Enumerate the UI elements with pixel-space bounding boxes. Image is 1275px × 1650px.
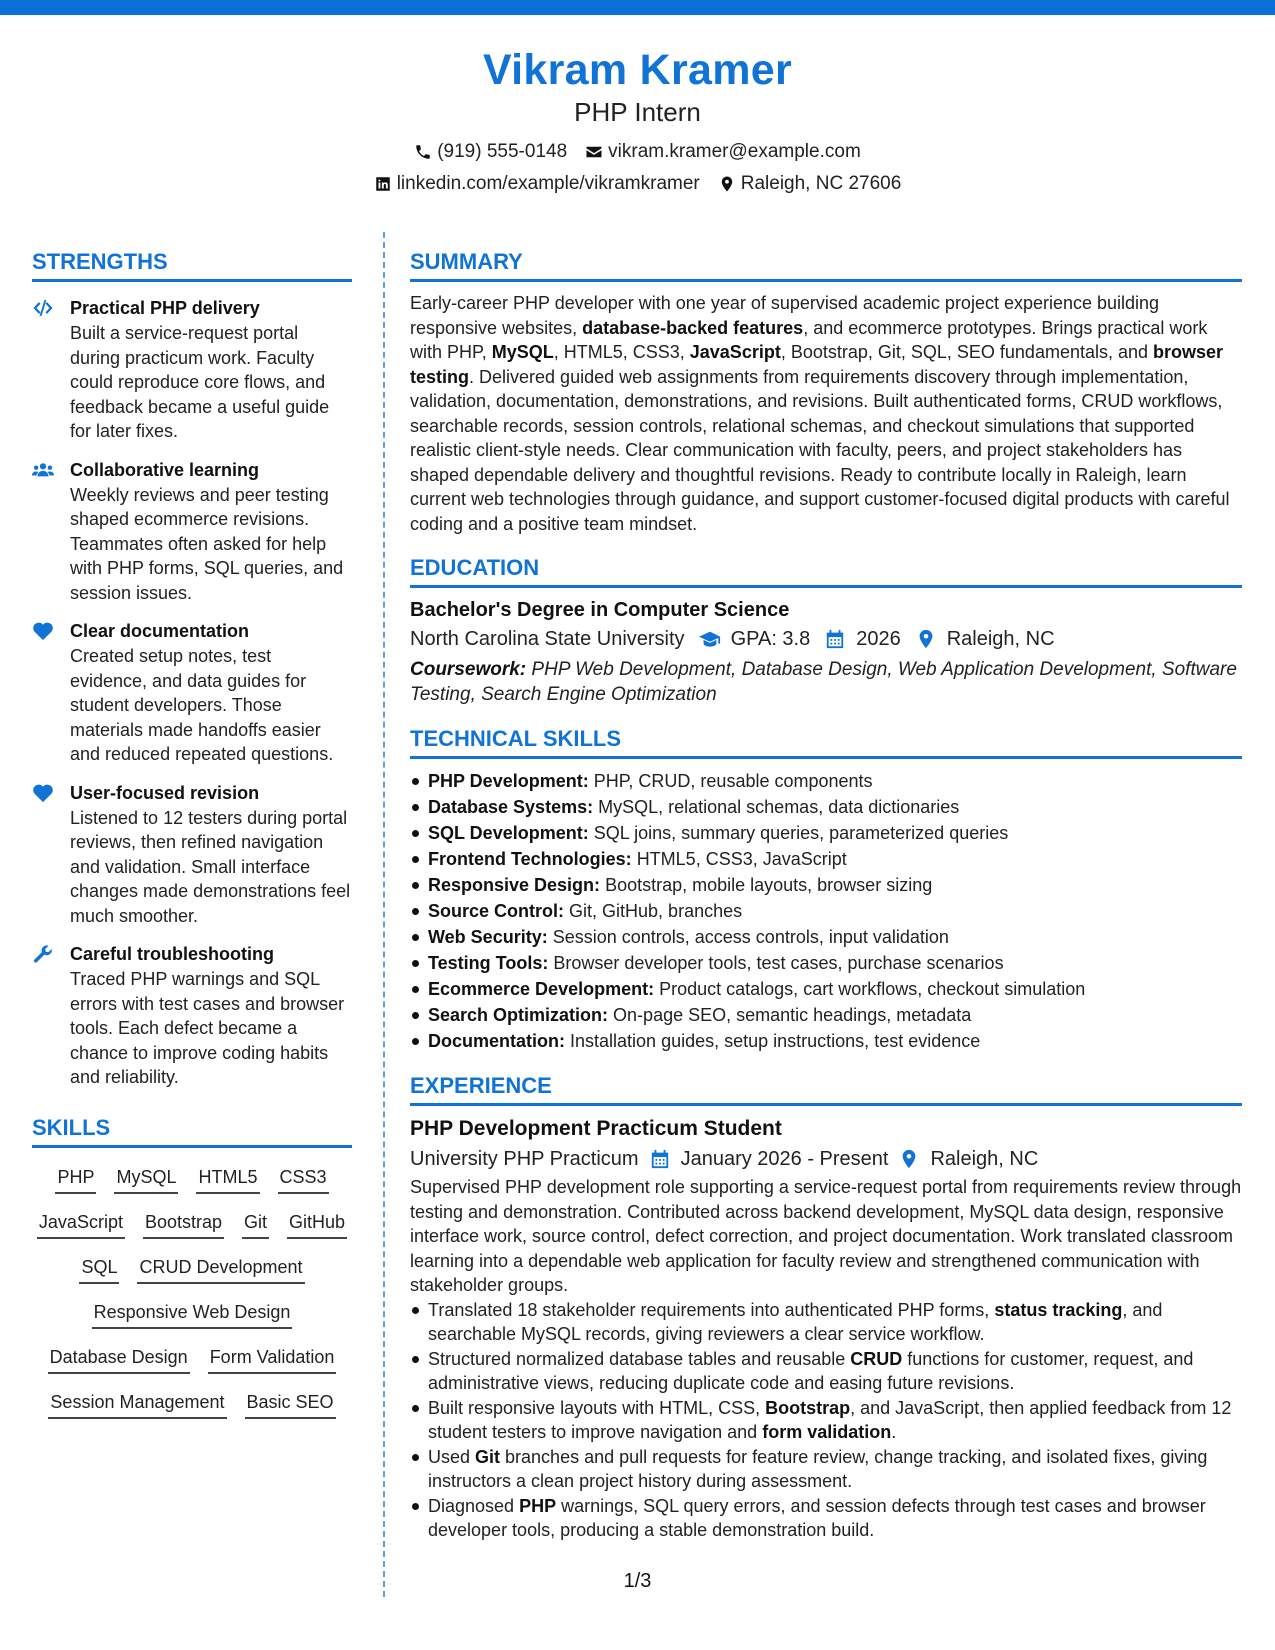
graduation-cap-icon: [699, 629, 721, 649]
top-accent-bar: [0, 0, 1275, 15]
gpa: GPA: 3.8: [730, 628, 811, 650]
envelope-icon: [585, 143, 603, 161]
column-divider: [383, 232, 385, 1597]
text-run: Structured normalized database tables and reusable: [428, 1348, 851, 1369]
experience-bullets: [410, 1298, 1242, 1542]
education-location: Raleigh, NC: [946, 628, 1055, 650]
calendar-icon: [824, 629, 846, 649]
skill-tag-row: [32, 1293, 352, 1338]
heart-icon: [32, 621, 54, 641]
skill-tag: SQL: [79, 1256, 119, 1284]
linkedin-icon: [374, 175, 392, 193]
skills-heading: SKILLS: [32, 1114, 352, 1148]
skill-tag-row: [32, 1248, 352, 1293]
skill-tag: HTML5: [196, 1166, 259, 1194]
skill-label: Responsive Design:: [428, 875, 601, 895]
skill-value: Git, GitHub, branches: [569, 901, 743, 921]
text-run: warnings, SQL query errors, and session defects through test cases and browser developer tools, producing a stable demonstration build.: [428, 1495, 1206, 1540]
strength-item: [32, 619, 352, 767]
bold-text: form validation: [762, 1421, 892, 1442]
job-details: [410, 1143, 1242, 1175]
email-text[interactable]: vikram.kramer@example.com: [608, 141, 861, 162]
school-name: North Carolina State University: [410, 628, 685, 650]
skill-value: MySQL, relational schemas, data dictionaries: [598, 797, 960, 817]
job-dates: January 2026 - Present: [680, 1148, 889, 1170]
calendar-icon: [649, 1149, 671, 1169]
skill-tag: PHP: [55, 1166, 96, 1194]
skill-tag: Database Design: [48, 1346, 190, 1374]
bold-text: PHP: [519, 1495, 557, 1516]
bold-text: CRUD: [850, 1348, 903, 1369]
skill-value: Bootstrap, mobile layouts, browser sizing: [605, 875, 933, 895]
contact-email[interactable]: [585, 138, 861, 166]
skill-value: HTML5, CSS3, JavaScript: [636, 849, 847, 869]
strength-title: Clear documentation: [70, 621, 250, 641]
skill-value: Product catalogs, cart workflows, checkout simulation: [659, 979, 1086, 999]
strength-item: [32, 458, 352, 606]
map-pin-icon: [915, 629, 937, 649]
skill-tag: Responsive Web Design: [92, 1301, 293, 1329]
technical-skills-list: [410, 768, 1242, 1054]
list-item: [410, 1494, 1242, 1542]
page-number: 1/3: [623, 1570, 652, 1592]
skill-value: On-page SEO, semantic headings, metadata: [613, 1005, 972, 1025]
skill-value: Installation guides, setup instructions, test evidence: [570, 1031, 981, 1051]
text-run: branches and pull requests for feature review, change tracking, and isolated fixes, giving instructors a clean project history during assessment.: [428, 1446, 1208, 1491]
bold-text: Bootstrap: [765, 1397, 851, 1418]
left-column: [32, 248, 352, 1428]
list-item: [410, 1396, 1242, 1444]
skill-value: Session controls, access controls, input validation: [552, 927, 949, 947]
list-item: [410, 1002, 1242, 1028]
skill-tag: CRUD Development: [137, 1256, 304, 1284]
skill-tag: Bootstrap: [143, 1211, 224, 1239]
skill-tag: Basic SEO: [245, 1391, 336, 1419]
education-heading: EDUCATION: [410, 554, 1242, 588]
contact-phone: [414, 138, 567, 166]
text-run: Used: [428, 1446, 476, 1467]
text-run: , and searchable MySQL records, giving reviewers a clear service workflow.: [428, 1299, 1163, 1344]
bold-text: Git: [475, 1446, 501, 1467]
skill-tag-row: [32, 1203, 352, 1248]
skill-tag: GitHub: [287, 1211, 347, 1239]
list-item: [410, 794, 1242, 820]
coursework-text: PHP Web Development, Database Design, Web Application Development, Software Testing, Search Engine Optimization: [410, 659, 1237, 705]
job-location: Raleigh, NC: [930, 1148, 1039, 1170]
text-run: , and JavaScript, then applied feedback from 12 student testers to improve navigation and: [428, 1397, 1232, 1442]
coursework: [410, 658, 1242, 707]
skill-tag-row: [32, 1158, 352, 1203]
skill-label: Source Control:: [428, 901, 565, 921]
skill-label: Search Optimization:: [428, 1005, 609, 1025]
contact-linkedin[interactable]: [374, 170, 700, 198]
skill-label: SQL Development:: [428, 823, 589, 843]
strength-text: Built a service-request portal during practicum work. Faculty could reproduce core flows, and feedback became a useful guide for later fixes.: [70, 323, 330, 441]
linkedin-text[interactable]: linkedin.com/example/vikramkramer: [396, 173, 700, 194]
list-item: [410, 950, 1242, 976]
education-details: [410, 624, 1242, 654]
wrench-icon: [32, 944, 54, 964]
contact-row-1: [0, 138, 1275, 166]
right-column: [410, 248, 1242, 1560]
list-item: [410, 976, 1242, 1002]
skill-label: Web Security:: [428, 927, 548, 947]
bold-text: browser testing: [410, 342, 1224, 387]
skill-tag: Form Validation: [208, 1346, 337, 1374]
text-run: . Delivered guided web assignments from requirements discovery through implementation, validation, documentation, demonstrations, and revisions. Built authenticated forms, CRUD workflows, searchable records, session controls, relational schemas, and checkout simulations that supported realistic client-style needs. Clear communication with faculty, peers, and project stakeholders has shaped dependable delivery and thoughtful revisions. Ready to contribute locally in Raleigh, learn current web technologies through guidance, and support customer-focused digital products with careful coding and a positive team mindset.: [410, 366, 1230, 534]
job-description: Supervised PHP development role supporting a service-request portal from requirements review through testing and demonstration. Contributed across backend development, MySQL data design, responsive interface work, source control, defect correction, and project documentation. Work translated classroom learning into a dependable web application for faculty review and strengthened communication with stakeholder groups.: [410, 1177, 1242, 1295]
map-pin-icon: [718, 175, 736, 193]
location-text: Raleigh, NC 27606: [740, 173, 902, 194]
list-item: [410, 1445, 1242, 1493]
technical-skills-section: [410, 725, 1242, 1054]
strength-item: [32, 296, 352, 444]
text-run: , HTML5, CSS3,: [553, 342, 690, 362]
strength-title: User-focused revision: [70, 782, 260, 803]
skill-value: Browser developer tools, test cases, purchase scenarios: [553, 953, 1004, 973]
skill-value: SQL joins, summary queries, parameterized queries: [593, 823, 1009, 843]
text-run: functions for customer, request, and administrative views, reducing duplicate code and easing future revisions.: [428, 1348, 1194, 1393]
graduation-year: 2026: [856, 628, 901, 650]
list-item: [410, 1298, 1242, 1346]
text-run: , and ecommerce prototypes. Brings practical work with PHP,: [410, 317, 1208, 362]
map-pin-icon: [898, 1149, 920, 1169]
skill-label: PHP Development:: [428, 771, 589, 791]
skill-tag: Session Management: [48, 1391, 226, 1419]
skill-label: Testing Tools:: [428, 953, 549, 973]
skill-tag: CSS3: [278, 1166, 329, 1194]
text-run: Built responsive layouts with HTML, CSS,: [428, 1397, 766, 1418]
candidate-name: Vikram Kramer: [482, 46, 793, 94]
skill-tag-row: [32, 1383, 352, 1428]
text-run: Translated 18 stakeholder requirements into authenticated PHP forms,: [428, 1299, 995, 1320]
skill-tag: MySQL: [114, 1166, 178, 1194]
strength-item: [32, 781, 352, 929]
experience-section: [410, 1072, 1242, 1542]
text-run: Early-career PHP developer with one year of supervised academic project experience building responsive websites,: [410, 293, 1160, 338]
phone-text: (919) 555-0148: [437, 141, 568, 162]
strength-title: Practical PHP delivery: [70, 298, 260, 318]
strength-text: Listened to 12 testers during portal reviews, then refined navigation and validation. Small interface changes made demonstrations feel much smoother.: [70, 807, 351, 926]
skill-tag: JavaScript: [37, 1211, 125, 1239]
strength-title: Careful troubleshooting: [70, 944, 274, 964]
code-icon: [32, 298, 54, 318]
coursework-label: Coursework:: [410, 659, 527, 680]
degree-title: Bachelor's Degree in Computer Science: [410, 599, 790, 621]
resume-header: [0, 44, 1275, 198]
bold-text: database-backed features: [582, 317, 804, 338]
list-item: [410, 898, 1242, 924]
contact-location: [718, 170, 902, 198]
summary-text: [410, 291, 1242, 536]
skill-label: Frontend Technologies:: [428, 849, 632, 869]
strengths-heading: STRENGTHS: [32, 248, 352, 282]
list-item: [410, 872, 1242, 898]
users-icon: [32, 460, 54, 480]
skill-label: Documentation:: [428, 1031, 565, 1051]
candidate-role: PHP Intern: [574, 97, 701, 127]
job-org: University PHP Practicum: [410, 1148, 639, 1170]
list-item: [410, 924, 1242, 950]
contact-row-2: [0, 170, 1275, 198]
list-item: [410, 1028, 1242, 1054]
skill-label: Database Systems:: [428, 797, 594, 817]
skill-value: PHP, CRUD, reusable components: [593, 771, 873, 791]
list-item: [410, 846, 1242, 872]
skill-tag-row: [32, 1338, 352, 1383]
bold-text: JavaScript: [689, 342, 781, 362]
strength-item: [32, 942, 352, 1090]
experience-heading: EXPERIENCE: [410, 1072, 1242, 1106]
bold-text: MySQL: [491, 342, 554, 362]
heart-icon: [32, 783, 54, 803]
strength-text: Traced PHP warnings and SQL errors with test cases and browser tools. Each defect became a chance to improve coding habits and reliability.: [70, 969, 345, 1087]
list-item: [410, 768, 1242, 794]
text-run: Diagnosed: [428, 1495, 520, 1516]
skill-tags: [32, 1158, 352, 1428]
technical-skills-heading: TECHNICAL SKILLS: [410, 725, 1242, 759]
text-run: , Bootstrap, Git, SQL, SEO fundamentals, and: [780, 342, 1154, 362]
text-run: .: [891, 1421, 897, 1442]
skill-label: Ecommerce Development:: [428, 979, 655, 999]
job-title: PHP Development Practicum Student: [410, 1117, 782, 1140]
strength-text: Created setup notes, test evidence, and data guides for student developers. Those materials made handoffs easier and reduced repeated questions.: [70, 646, 334, 764]
list-item: [410, 820, 1242, 846]
strength-title: Collaborative learning: [70, 459, 260, 480]
skills-section: [32, 1114, 352, 1428]
bold-text: status tracking: [994, 1299, 1123, 1320]
list-item: [410, 1347, 1242, 1395]
skill-tag: Git: [242, 1211, 269, 1239]
phone-icon: [414, 143, 432, 161]
strength-text: Weekly reviews and peer testing shaped ecommerce revisions. Teammates often asked for help with PHP forms, SQL queries, and session issues.: [70, 484, 344, 603]
summary-heading: SUMMARY: [410, 248, 1242, 282]
education-section: [410, 554, 1242, 707]
summary-section: [410, 248, 1242, 536]
